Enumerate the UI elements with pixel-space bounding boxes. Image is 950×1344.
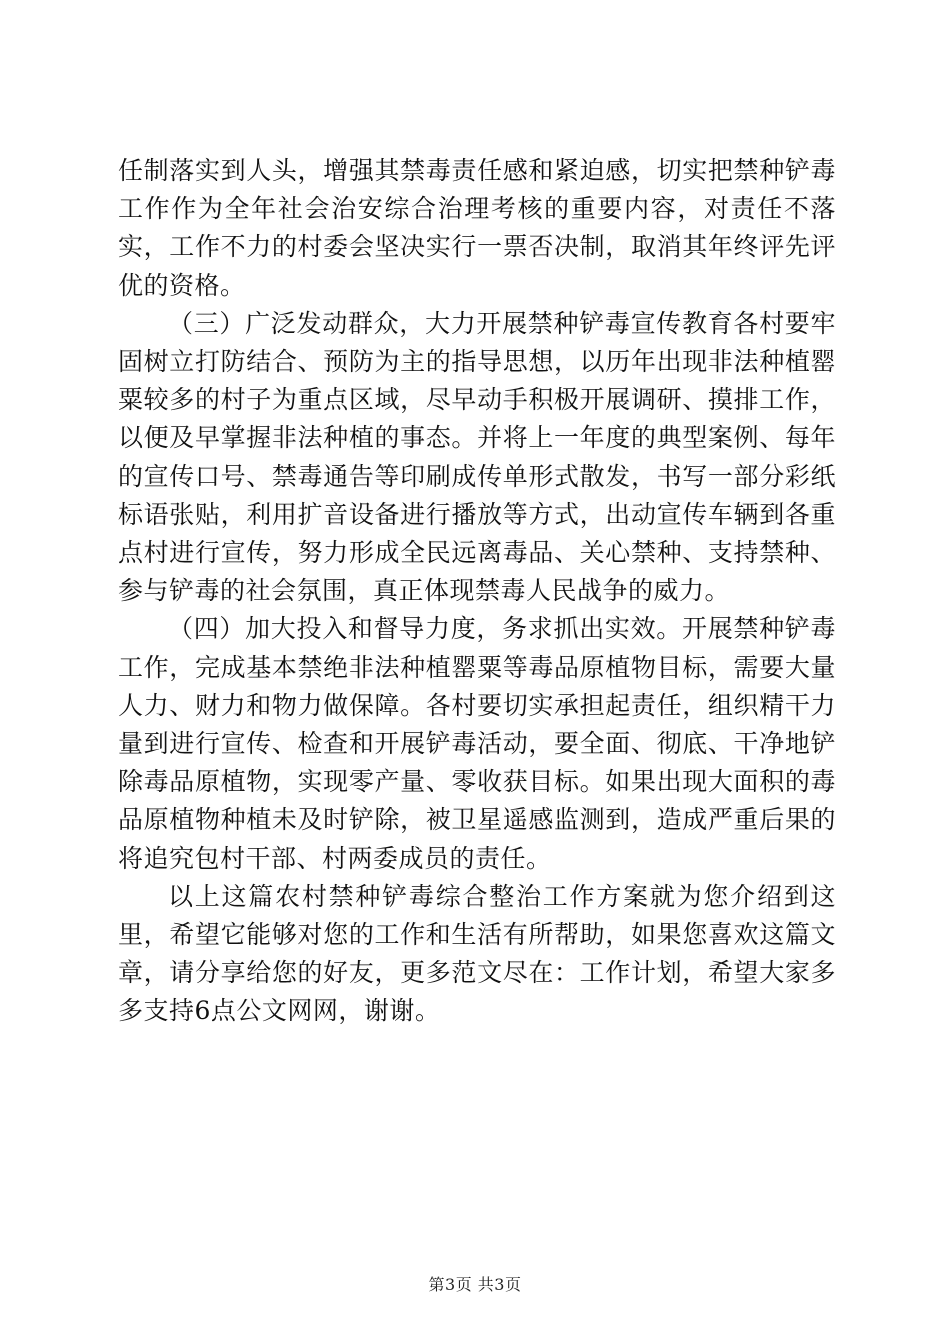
document-body	[118, 152, 836, 1031]
paragraph-continuation: 任制落实到人头，增强其禁毒责任感和紧迫感，切实把禁种铲毒工作作为全年社会治安综合治理考核的重要内容，对责任不落实，工作不力的村委会坚决实行一票否决制，取消其年终评先评优的资格。	[118, 156, 836, 300]
page-number-footer: 第3页 共3页	[428, 1275, 522, 1294]
paragraph-closing: 以上这篇农村禁种铲毒综合整治工作方案就为您介绍到这里，希望它能够对您的工作和生活有所帮助，如果您喜欢这篇文章，请分享给您的好友，更多范文尽在：工作计划，希望大家多多支持6点公文网网，谢谢。	[118, 881, 836, 1026]
paragraph-section-four: （四）加大投入和督导力度，务求抓出实效。开展禁种铲毒工作，完成基本禁绝非法种植罂粟等毒品原植物目标，需要大量人力、财力和物力做保障。各村要切实承担起责任，组织精干力量到进行宣传、检查和开展铲毒活动，要全面、彻底、干净地铲除毒品原植物，实现零产量、零收获目标。如果出现大面积的毒品原植物种植未及时铲除，被卫星遥感监测到，造成严重后果的将追究包村干部、村两委成员的责任。	[118, 614, 836, 873]
paragraph-section-three: （三）广泛发动群众，大力开展禁种铲毒宣传教育各村要牢固树立打防结合、预防为主的指导思想，以历年出现非法种植罂粟较多的村子为重点区域，尽早动手积极开展调研、摸排工作，以便及早掌握非法种植的事态。并将上一年度的典型案例、每年的宣传口号、禁毒通告等印刷成传单形式散发，书写一部分彩纸标语张贴，利用扩音设备进行播放等方式，出动宣传车辆到各重点村进行宣传，努力形成全民远离毒品、关心禁种、支持禁种、参与铲毒的社会氛围，真正体现禁毒人民战争的威力。	[118, 308, 836, 606]
